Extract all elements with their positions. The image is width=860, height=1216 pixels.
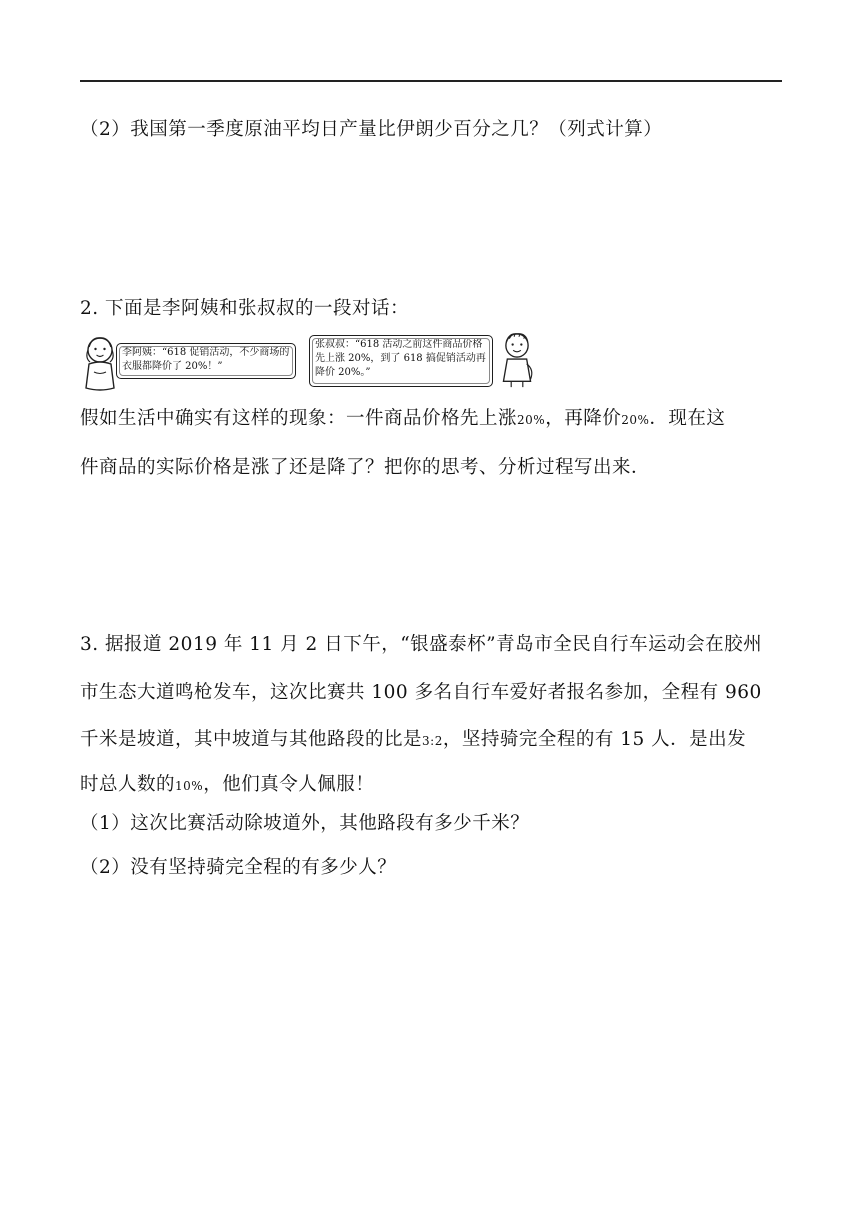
dialog-right-text: 张叔叔：“618 活动之前这件商品价格先上涨 20%，到了 618 搞促销活动再降价 20%。” bbox=[315, 339, 486, 378]
q3-subquestion-1: （1）这次比赛活动除坡道外，其他路段有多少千米？ bbox=[80, 813, 530, 834]
q3-line3-suffix: ，坚持骑完全程的有 15 人．是出发 bbox=[442, 729, 747, 750]
man-icon bbox=[497, 331, 537, 389]
q2-line1-mid: ，再降价 bbox=[545, 408, 622, 429]
header-rule bbox=[80, 80, 782, 82]
q2-line1-suffix: ．现在这 bbox=[649, 408, 726, 429]
q2-line1-pct-rise: 20% bbox=[517, 413, 546, 427]
q2-question-line-2: 件商品的实际价格是涨了还是降了？把你的思考、分析过程写出来． bbox=[80, 457, 651, 478]
q3-line-4 bbox=[80, 773, 800, 798]
q2-question-line-1 bbox=[80, 407, 800, 432]
q2-title: 2. 下面是李阿姨和张叔叔的一段对话： bbox=[80, 298, 410, 319]
q3-line-3 bbox=[80, 728, 800, 753]
dialog-bubble-aunt-li bbox=[116, 343, 296, 379]
q3-ratio: 3:2 bbox=[422, 734, 443, 748]
q2-line1-prefix: 假如生活中确实有这样的现象：一件商品价格先上涨 bbox=[80, 408, 518, 429]
q3-subquestion-2: （2）没有坚持骑完全程的有多少人？ bbox=[80, 857, 397, 878]
dialog-left-text: 李阿姨：“618 促销活动，不少商场的衣服都降价了 20%！” bbox=[122, 347, 290, 372]
dialog-bubble-uncle-zhang bbox=[309, 335, 493, 387]
woman-icon bbox=[80, 334, 120, 392]
q3-line4-suffix: ，他们真令人佩服！ bbox=[203, 774, 375, 795]
q3-line-1: 3. 据报道 2019 年 11 月 2 日下午，“银盛泰杯”青岛市全民自行车运动会在胶州 bbox=[80, 634, 763, 655]
q3-line4-prefix: 时总人数的 bbox=[80, 774, 176, 795]
q3-line3-prefix: 千米是坡道，其中坡道与其他路段的比是 bbox=[80, 729, 423, 750]
q1-part2-text: （2）我国第一季度原油平均日产量比伊朗少百分之几？（列式计算） bbox=[80, 119, 663, 140]
q3-line-2: 市生态大道鸣枪发车，这次比赛共 100 多名自行车爱好者报名参加，全程有 960 bbox=[80, 682, 762, 703]
dialog-illustration bbox=[80, 331, 540, 391]
q2-line1-pct-drop: 20% bbox=[621, 413, 650, 427]
q3-pct: 10% bbox=[175, 779, 204, 793]
